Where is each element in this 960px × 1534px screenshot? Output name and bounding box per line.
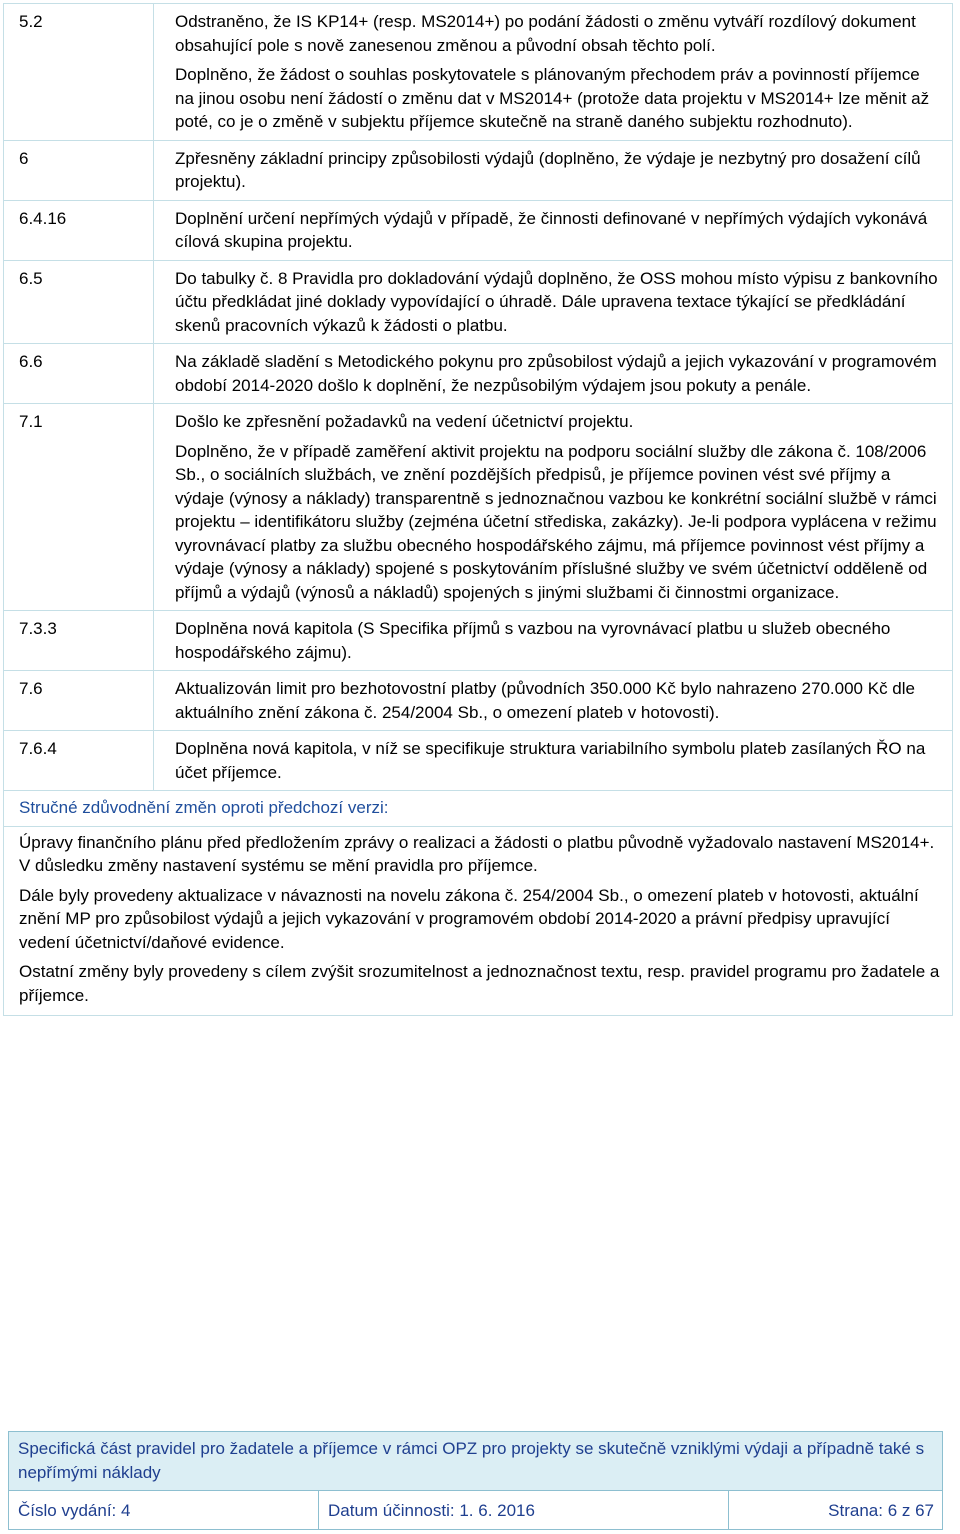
page-footer: [8, 1431, 943, 1530]
footer-issue-number: Číslo vydání: 4: [9, 1491, 319, 1530]
change-row: [4, 260, 953, 344]
change-paragraph: Došlo ke zpřesnění požadavků na vedení účetnictví projektu.: [175, 412, 634, 431]
change-row: [4, 140, 953, 200]
change-paragraph: Odstraněno, že IS KP14+ (resp. MS2014+) po podání žádosti o změnu vytváří rozdílový dokument obsahující pole s nově zanesenou změnou a původní obsah těchto polí.: [175, 12, 916, 55]
changes-table: [3, 3, 953, 1016]
changes-table-body: [4, 4, 953, 791]
summary-body-row: [4, 826, 953, 1016]
section-number: 7.6.4: [19, 739, 57, 758]
change-paragraph: Doplnění určení nepřímých výdajů v případě, že činnosti definované v nepřímých výdajích vykonává cílová skupina projektu.: [175, 208, 928, 251]
change-description: [154, 201, 952, 260]
summary-paragraph: Dále byly provedeny aktualizace v návaznosti na novelu zákona č. 254/2004 Sb., o omezení plateb v hotovosti, aktuální znění MP pro způsobilost výdajů a jejich vykazování v programovém období 2014-2020 a právní předpisy upravující vedení účetnictví/daňové evidence.: [19, 885, 919, 952]
change-row: [4, 731, 953, 791]
section-number: 5.2: [19, 12, 43, 31]
change-row: [4, 200, 953, 260]
change-description: [154, 611, 952, 670]
summary-paragraph: Úpravy finančního plánu před předložením zprávy o realizaci a žádosti o platbu původně vyžadovalo nastavení MS2014+. V důsledku změny nastavení systému se mění pravidla pro příjemce.: [19, 832, 935, 875]
section-number: 6.4.16: [19, 208, 67, 228]
section-number: 6.6: [19, 352, 43, 371]
change-row: [4, 404, 953, 611]
change-paragraph: Zpřesněny základní principy způsobilosti výdajů (doplněno, že výdaje je nezbytný pro dosažení cílů projektu).: [175, 148, 921, 191]
change-description: [154, 404, 952, 610]
change-paragraph: Doplněna nová kapitola (S Specifika příjmů s vazbou na vyrovnávací platbu u služeb obecného hospodářského zájmu).: [175, 619, 891, 662]
change-row: [4, 611, 953, 671]
summary-body: [4, 827, 952, 1016]
change-paragraph: Do tabulky č. 8 Pravidla pro dokladování výdajů doplněno, že OSS mohou místo výpisu z bankovního účtu předkládat jiné doklady vypovídající o úhradě. Dále upravena textace týkající se předkládání skenů pracovních výkazů k žádosti o platbu.: [175, 268, 938, 335]
change-description: [154, 261, 952, 344]
summary-paragraph: Ostatní změny byly provedeny s cílem zvýšit srozumitelnost a jednoznačnost textu, resp. pravidel programu pro žadatele a příjemce.: [19, 962, 940, 1005]
footer-effective-date: Datum účinnosti: 1. 6. 2016: [319, 1491, 729, 1530]
summary-heading: Stručné zdůvodnění změn oproti předchozí verzi:: [19, 798, 389, 817]
change-row: [4, 4, 953, 141]
section-number: 7.1: [19, 412, 43, 431]
change-paragraph: Aktualizován limit pro bezhotovostní platby (původních 350.000 Kč bylo nahrazeno 270.000 Kč dle aktuálního znění zákona č. 254/2004 Sb., o omezení plateb v hotovosti).: [175, 679, 915, 722]
change-description: [154, 671, 952, 730]
summary-heading-row: [4, 791, 953, 827]
change-description: [154, 731, 952, 790]
change-paragraph: Doplněno, že žádost o souhlas poskytovatele s plánovaným přechodem práv a povinností příjemce na jinou osobu není žádostí o změnu dat v MS2014+ (protože data projektu v MS2014+ lze měnit až poté, co je o změně v subjektu příjemce skutečně na straně daného subjektu rozhodnuto).: [175, 65, 930, 131]
change-row: [4, 671, 953, 731]
change-description: [154, 344, 952, 403]
change-paragraph: Doplněna nová kapitola, v níž se specifikuje struktura variabilního symbolu plateb zasílaných ŘO na účet příjemce.: [175, 739, 926, 782]
section-number: 7.3.3: [19, 619, 57, 638]
footer-document-title: Specifická část pravidel pro žadatele a příjemce v rámci OPZ pro projekty se skutečně vzniklými výdaji a případně také s nepřímými náklady: [9, 1432, 943, 1491]
change-paragraph: Na základě sladění s Metodického pokynu pro způsobilost výdajů a jejich vykazování v programovém období 2014-2020 došlo k doplnění, že nezpůsobilým výdajem jsou pokuty a penále.: [175, 352, 937, 395]
change-description: [154, 4, 952, 140]
change-description: [154, 141, 952, 200]
change-paragraph: Doplněno, že v případě zaměření aktivit projektu na podporu sociální služby dle zákona č. 108/2006 Sb., o sociálních službách, ve znění pozdějších předpisů, je příjemce povinen vést své příjmy a výdaje (výnosy a náklady) transparentně s jednoznačnou vazbou ke konkrétní sociální službě v rámci projektu – identifikátoru služby (zejména účetní střediska, zakázky). Je-li podpora vyplácena v režimu vyrovnávací platby za službu obecného hospodářského zájmu, má příjemce povinnost vést příjmy a výdaje (výnosy a náklady) spojené s poskytováním příslušné služby ve svém účetnictví odděleně od příjmů a výdajů (výnosů a nákladů) spojených s jinými službami či činnostmi organizace.: [175, 441, 937, 602]
footer-page-number: Strana: 6 z 67: [729, 1491, 943, 1530]
section-number: 7.6: [19, 679, 43, 698]
change-row: [4, 344, 953, 404]
section-number: 6: [19, 148, 29, 168]
section-number: 6.5: [19, 268, 43, 288]
